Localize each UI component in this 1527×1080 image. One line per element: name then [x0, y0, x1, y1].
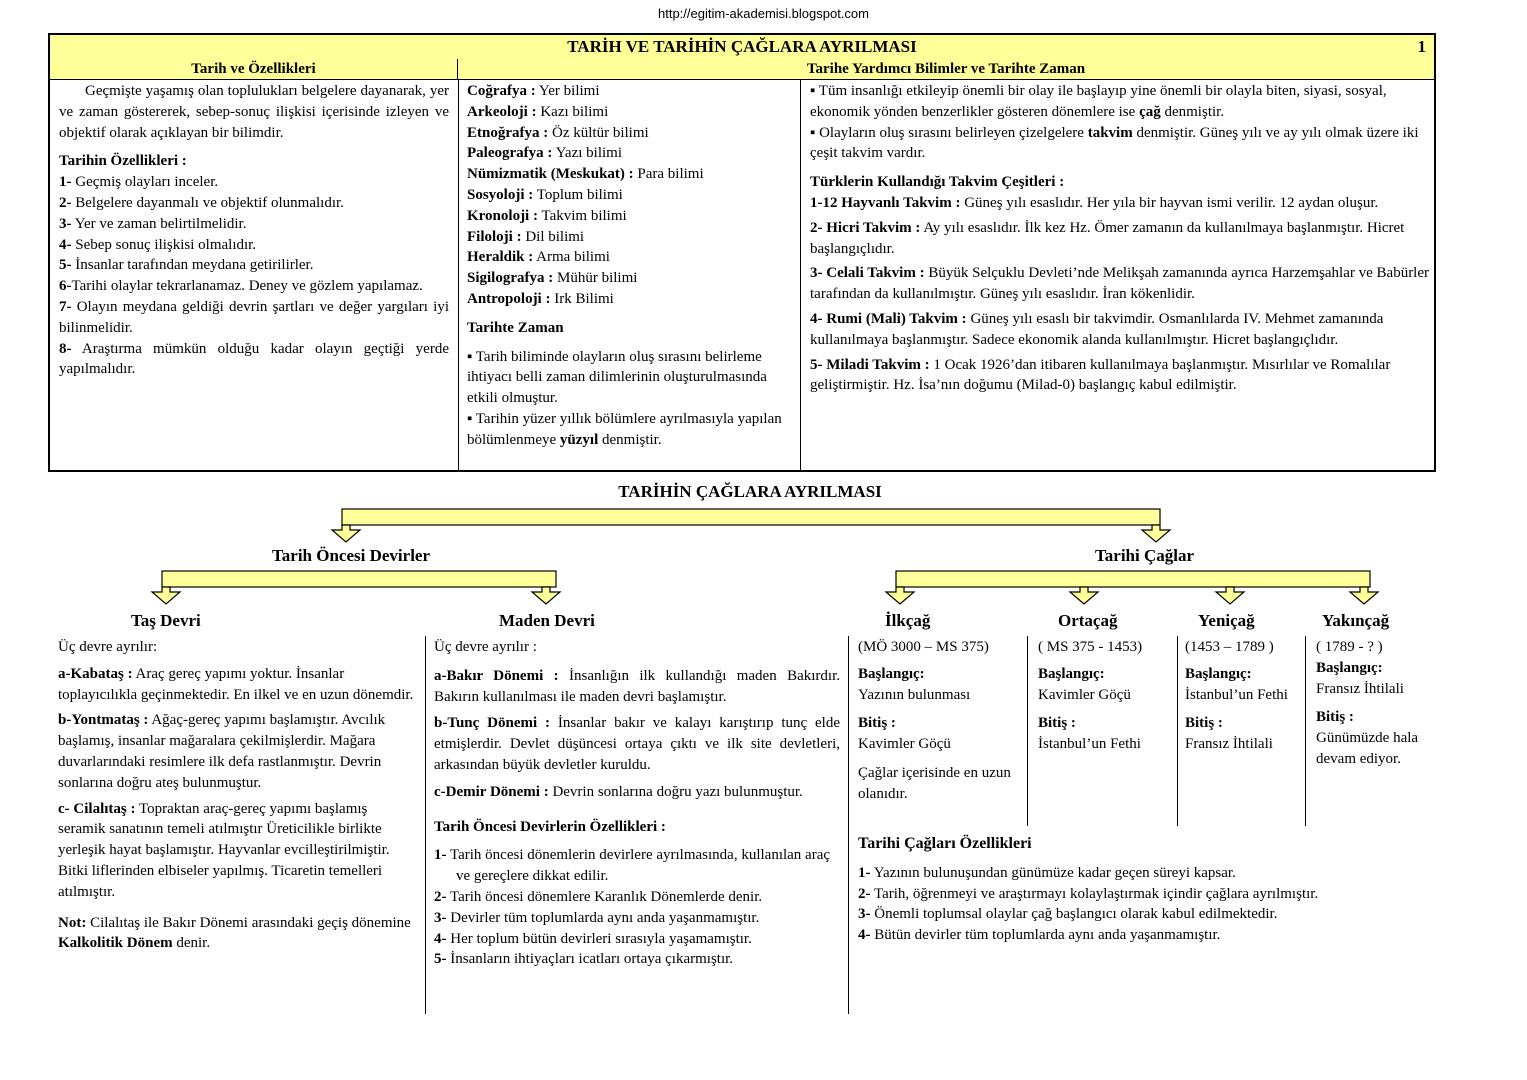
science-item: Kronoloji : Takvim bilimi [467, 207, 627, 224]
stone-item: a-Kabataş : Araç gereç yapımı yoktur. İnsanlar toplayıcılıkla geçinmektedir. En ilkel ve en uzun dönemdir. [58, 665, 414, 703]
science-item: Heraldik : Arma bilimi [467, 249, 610, 266]
stone-item: b-Yontmataş : Ağaç-gereç yapımı başlamıştır. Avcılık başlamış, insanlar mağaralara çekilmişlerdir. Mağara duvarlarındaki resimlere ilk defa rastlanmıştır. Devrin sonlarına doğru ateş bulunmuştur. [58, 712, 386, 791]
age-title: İlkçağ [885, 611, 931, 630]
arrow-yakincag [1350, 587, 1378, 604]
prehistory-title: Tarih Öncesi Devirler [272, 546, 431, 565]
science-item: Antropoloji : Irk Bilimi [467, 290, 614, 307]
age-end-label: Bitiş : [1316, 709, 1354, 726]
feature-item: 5- İnsanlar tarafından meydana getirilirler. [59, 257, 314, 274]
column-divider [425, 636, 426, 1014]
prehistory-feature-item: 3- Devirler tüm toplumlarda aynı anda yaşanmamıştır. [434, 909, 760, 926]
history-features [858, 834, 1458, 946]
age-start: Yazının bulunması [858, 686, 971, 703]
age-column [1316, 637, 1446, 778]
science-item: Arkeoloji : Kazı bilimi [467, 103, 609, 120]
document-title: TARİH VE TARİHİN ÇAĞLARA AYRILMASI [567, 37, 917, 56]
prehistory-features-title: Tarih Öncesi Devirlerin Özellikleri : [434, 818, 666, 835]
era-paragraph-1: ▪ Tüm insanlığı etkileyip önemli bir olay ile başlayıp yine önemli bir olayla biten, siyasi, sosyal, ekonomik yönden benzerlikler gösteren dönemlere ise çağ denmiştir. [810, 83, 1387, 120]
feature-item: 1- Geçmiş olayları inceler. [59, 174, 219, 191]
history-feature-item: 1- Yazının bulunuşundan günümüze kadar geçen süreyi kapsar. [858, 864, 1236, 881]
metal-list [434, 666, 840, 803]
age-title: Ortaçağ [1058, 611, 1118, 630]
feature-item: 7- Olayın meydana geldiği devrin şartları ve değer yargıları iyi bilinmelidir. [59, 298, 449, 336]
science-item: Filoloji : Dil bilimi [467, 228, 585, 245]
metal-age-title: Maden Devri [499, 611, 595, 630]
era-paragraph-2: ▪ Olayların oluş sırasını belirleyen çizelgelere takvim denmiştir. Güneş yılı ve ay yılı olmak üzere iki çeşit takvim vardır. [810, 124, 1419, 162]
arrow-ortacag [1070, 587, 1098, 604]
column-divider [848, 636, 849, 1014]
age-extra: Çağlar içerisinde en uzun olanıdır. [858, 764, 1011, 802]
age-title: Yakınçağ [1322, 611, 1390, 630]
features-title: Tarihin Özellikleri : [59, 153, 187, 170]
page-number: 1 [1417, 37, 1426, 56]
age-column [1038, 637, 1173, 763]
age-end-label: Bitiş : [858, 715, 896, 732]
main-bracket-bar [342, 509, 1160, 525]
age-end: Fransız İhtilali [1185, 736, 1273, 753]
age-end: İstanbul’un Fethi [1038, 736, 1141, 753]
age-start-label: Başlangıç: [1038, 665, 1105, 682]
feature-item: 2- Belgelere dayanmalı ve objektif olunmalıdır. [59, 194, 344, 211]
time-paragraph-2: ▪ Tarihin yüzer yıllık bölümlere ayrılmasıyla yapılan bölümlenmeye yüzyıl denmiştir. [467, 410, 782, 448]
science-item: Paleografya : Yazı bilimi [467, 145, 622, 162]
science-item: Etnoğrafya : Öz kültür bilimi [467, 124, 649, 141]
age-start: Fransız İhtilali [1316, 680, 1404, 697]
arrow-yenicag [1216, 587, 1244, 604]
history-feature-item: 4- Bütün devirler tüm toplumlarda aynı anda yaşanmamıştır. [858, 927, 1221, 944]
feature-item: 6-Tarihi olaylar tekrarlanamaz. Deney ve gözlem yapılamaz. [59, 278, 423, 295]
right-header: Tarihe Yardımcı Bilimler ve Tarihte Zaman [458, 59, 1434, 80]
history-bracket-bar [896, 571, 1370, 587]
history-features-title: Tarihi Çağları Özellikleri [858, 835, 1032, 852]
left-header: Tarih ve Özellikleri [50, 59, 458, 80]
age-start-label: Başlangıç: [1316, 659, 1383, 676]
arrow-left [332, 525, 360, 542]
arrow-right [1142, 525, 1170, 542]
stone-age-column [58, 637, 414, 954]
arrow-stone [152, 587, 180, 604]
prehistory-feature-item: 1- Tarih öncesi dönemlerin devirlere ayrılmasında, kullanılan araç ve gereçlere dikkat edilir. [434, 847, 831, 885]
age-end: Günümüzde hala devam ediyor. [1316, 730, 1419, 767]
stone-intro: Üç devre ayrılır: [58, 639, 158, 655]
age-start-label: Başlangıç: [1185, 665, 1252, 682]
history-feature-item: 3- Önemli toplumsal olaylar çağ başlangıcı olarak kabul edilmektedir. [858, 906, 1278, 923]
prehistory-feature-item: 5- İnsanların ihtiyaçları icatları ortaya çıkarmıştır. [434, 951, 734, 968]
arrow-metal [532, 587, 560, 604]
column-divider [1177, 636, 1178, 826]
prehistory-feature-item: 4- Her toplum bütün devirleri sırasıyla yaşamamıştır. [434, 930, 752, 947]
calendar-item: 2- Hicri Takvim : Ay yılı esaslıdır. İlk kez Hz. Ömer zamanın da kullanılmaya başlanmıştır. Hicret başlangıçlıdır. [810, 219, 1405, 257]
stone-note: Not: Cilalıtaş ile Bakır Dönemi arasındaki geçiş dönemine Kalkolitik Dönem denir. [58, 914, 411, 952]
age-start-label: Başlangıç: [858, 665, 925, 682]
arrow-ilkcag [886, 587, 914, 604]
section-title: TARİHİN ÇAĞLARA AYRILMASI [618, 482, 882, 501]
metal-item: b-Tunç Dönemi : İnsanlar bakır ve kalayı karıştırıp tunç elde etmişlerdir. Devlet düşüncesi ortaya çıktı ve ilk site devletleri, arkasından büyük devletler kuruldu. [434, 715, 840, 773]
calendar-item: 5- Miladi Takvim : 1 Ocak 1926’dan itibaren kullanılmaya başlanmıştır. Mısırlılar ve Romalılar geliştirmiştir. Hz. İsa’nın doğumu (Milad-0) başlangıç kabul edilmiştir. [810, 356, 1391, 394]
metal-item: c-Demir Dönemi : Devrin sonlarına doğru yazı bulunmuştur. [434, 783, 803, 800]
science-item: Nümizmatik (Meskukat) : Para bilimi [467, 166, 704, 183]
age-end-label: Bitiş : [1038, 715, 1076, 732]
prehistory-bracket-bar [162, 571, 556, 587]
science-item: Sigilografya : Mühür bilimi [467, 270, 638, 287]
age-range: (MÖ 3000 – MS 375) [858, 639, 989, 655]
history-feature-item: 2- Tarih, öğrenmeyi ve araştırmayı kolaylaştırmak içindir çağlara ayrılmıştır. [858, 885, 1319, 902]
column-divider [1027, 636, 1028, 826]
metal-age-column [434, 637, 840, 970]
age-range: ( 1789 - ? ) [1316, 639, 1383, 655]
prehistory-feature-item: 2- Tarih öncesi dönemlere Karanlık Dönemlerde denir. [434, 888, 763, 905]
age-range: ( MS 375 - 1453) [1038, 639, 1143, 655]
metal-item: a-Bakır Dönemi : İnsanlığın ilk kullandığı maden Bakırdır. Bakırın kullanılması ile maden devri başlamıştır. [434, 667, 840, 705]
calendar-item: 4- Rumi (Mali) Takvim : Güneş yılı esaslı bir takvimdir. Osmanlılarda IV. Mehmet zamanında kullanılmaya başlanmıştır. Sadece ekonomik alanda kullanılmıştır. Hicret başlangıçlıdır. [810, 310, 1384, 348]
feature-item: 4- Sebep sonuç ilişkisi olmalıdır. [59, 236, 257, 253]
stone-item: c- Cilalıtaş : Topraktan araç-gereç yapımı başlamış seramik sanatının temeli atılmıştır Üreticilikle birlikte yerleşik hayat başlamıştır. Hayvanlar evcilleştirilmiştir. Bitki liflerinden elbiseler yapılmış. Ticaretin temelleri atılmıştır. [58, 800, 390, 900]
stone-list [58, 664, 414, 903]
source-url[interactable]: http://egitim-akademisi.blogspot.com [658, 6, 869, 21]
age-range: (1453 – 1789 ) [1185, 639, 1274, 655]
feature-item: 8- Araştırma mümkün olduğu kadar olayın geçtiği yerde yapılmalıdır. [59, 340, 449, 378]
calendar-item: 1-12 Hayvanlı Takvim : Güneş yılı esaslıdır. Her yıla bir hayvan ismi verilir. 12 aydan oluşur. [810, 194, 1379, 211]
science-item: Coğrafya : Yer bilimi [467, 83, 600, 99]
age-column [858, 637, 1023, 805]
time-title: Tarihte Zaman [467, 319, 564, 336]
time-paragraph-1: ▪ Tarih biliminde olayların oluş sırasını belirleme ihtiyacı belli zaman dilimlerinin oluşturulmasında etkili olmuştur. [467, 348, 767, 407]
column-divider [1305, 636, 1306, 826]
feature-item: 3- Yer ve zaman belirtilmelidir. [59, 215, 247, 232]
science-item: Sosyoloji : Toplum bilimi [467, 186, 623, 203]
age-column [1185, 637, 1303, 763]
age-title: Yeniçağ [1198, 611, 1255, 630]
age-start: İstanbul’un Fethi [1185, 686, 1288, 703]
history-definition: Geçmişte yaşamış olan toplulukları belgelere dayanarak, yer ve zaman göstererek, sebep-sonuç ilişkisi içerisinde izleyen ve objektif olarak açıklayan bir bilimdir. [59, 83, 449, 141]
calendar-item: 3- Celali Takvim : Büyük Selçuklu Devleti’nde Melikşah zamanında ayrıca Harzemşahlar ve Babürler tarafından da kullanılmıştır. Güneş yılı esaslıdır. İran kökenlidir. [810, 265, 1430, 303]
history-title: Tarihi Çağlar [1095, 546, 1195, 565]
age-end-label: Bitiş : [1185, 715, 1223, 732]
stone-age-title: Taş Devri [131, 611, 201, 630]
history-features-list [858, 863, 1458, 946]
metal-intro: Üç devre ayrılır : [434, 639, 537, 655]
age-start: Kavimler Göçü [1038, 686, 1131, 703]
prehistory-features-list [434, 845, 840, 970]
calendar-title: Türklerin Kullandığı Takvim Çeşitleri : [810, 174, 1065, 191]
age-end: Kavimler Göçü [858, 736, 951, 753]
